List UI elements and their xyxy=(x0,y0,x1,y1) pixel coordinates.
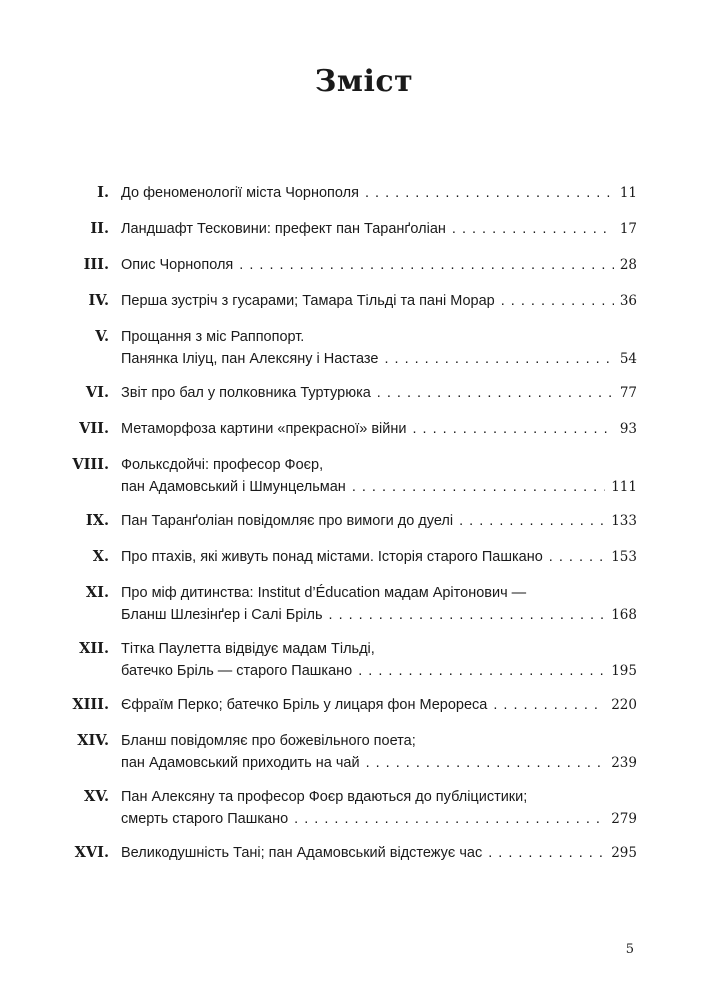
chapter-title-row xyxy=(121,546,637,568)
chapter-page-number: 54 xyxy=(619,351,637,367)
toc-entry[interactable] xyxy=(70,638,637,682)
chapter-title-line: Великодушність Тані; пан Адамовський відстежує час xyxy=(121,845,483,861)
toc-entry[interactable] xyxy=(70,510,637,532)
chapter-title-line: До феноменології міста Чорнополя xyxy=(121,185,359,201)
chapter-page-number: 17 xyxy=(619,221,637,237)
page-title: Зміст xyxy=(314,64,414,99)
dot-leader xyxy=(493,694,605,716)
chapter-title-line: Пан Таранґоліан повідомляє про вимоги до дуелі xyxy=(121,513,454,529)
dot-leader xyxy=(452,218,614,240)
chapter-title-row xyxy=(121,290,637,312)
chapter-title-line: Бланш повідомляє про божевільного поета; xyxy=(121,733,416,749)
chapter-title-line: Єфраїм Перко; батечко Бріль у лицаря фон Мерореса xyxy=(121,697,488,713)
chapter-number: VIII. xyxy=(72,456,109,473)
chapter-number: VI. xyxy=(85,384,109,401)
dot-leader xyxy=(365,182,614,204)
dot-leader xyxy=(488,842,605,864)
toc-entry[interactable] xyxy=(70,582,637,626)
chapter-title-line: Опис Чорнополя xyxy=(121,257,234,273)
dot-leader xyxy=(329,604,606,626)
chapter-page-number: 239 xyxy=(611,755,637,771)
dot-leader xyxy=(501,290,614,312)
chapter-title-line: Метаморфоза картини «прекрасної» війни xyxy=(121,421,407,437)
table-of-contents xyxy=(70,182,637,878)
chapter-number: IX. xyxy=(85,512,109,529)
chapter-title-line: смерть старого Пашкано xyxy=(121,811,289,827)
chapter-page-number: 168 xyxy=(611,607,637,623)
chapter-page-number: 153 xyxy=(611,549,637,565)
chapter-title-row xyxy=(121,752,637,774)
dot-leader xyxy=(384,348,613,370)
chapter-page-number: 77 xyxy=(619,385,637,401)
chapter-title-row xyxy=(121,510,637,532)
toc-entry[interactable] xyxy=(70,326,637,370)
dot-leader xyxy=(377,382,614,404)
chapter-title-row xyxy=(121,842,637,864)
toc-entry[interactable] xyxy=(70,454,637,498)
chapter-title-row xyxy=(121,218,637,240)
chapter-title-row xyxy=(121,418,637,440)
chapter-number: XVI. xyxy=(74,844,109,861)
chapter-page-number: 279 xyxy=(611,811,637,827)
dot-leader xyxy=(294,808,605,830)
toc-entry[interactable] xyxy=(70,694,637,716)
dot-leader xyxy=(459,510,605,532)
chapter-title-row xyxy=(121,660,637,682)
chapter-title-row xyxy=(121,254,637,276)
chapter-number: V. xyxy=(95,328,109,345)
chapter-number: III. xyxy=(83,256,109,273)
chapter-number: XIII. xyxy=(72,696,109,713)
chapter-title-line: Про міф дитинства: Institut d’Éducation мадам Арітонович — xyxy=(121,585,527,601)
chapter-title-line: батечко Бріль — старого Пашкано xyxy=(121,663,353,679)
chapter-number: XI. xyxy=(85,584,109,601)
chapter-number: IV. xyxy=(88,292,109,309)
chapter-title-line: Тітка Паулетта відвідує мадам Тільді, xyxy=(121,641,375,657)
chapter-page-number: 220 xyxy=(611,697,637,713)
toc-entry[interactable] xyxy=(70,382,637,404)
chapter-title-line: пан Адамовський і Шмунцельман xyxy=(121,479,346,495)
chapter-title-line: Бланш Шлезінґер і Салі Бріль xyxy=(121,607,323,623)
toc-entry[interactable] xyxy=(70,730,637,774)
chapter-title-line: Перша зустріч з гусарами; Тамара Тільді та пані Морар xyxy=(121,293,495,309)
toc-entry[interactable] xyxy=(70,218,637,240)
chapter-title-row xyxy=(121,476,637,498)
dot-leader xyxy=(549,546,605,568)
chapter-number: X. xyxy=(92,548,109,565)
chapter-title-row xyxy=(121,382,637,404)
dot-leader xyxy=(366,752,606,774)
dot-leader xyxy=(352,476,605,498)
chapter-title-row xyxy=(121,808,637,830)
toc-entry[interactable] xyxy=(70,786,637,830)
toc-entry[interactable] xyxy=(70,842,637,864)
chapter-number: XV. xyxy=(83,788,109,805)
toc-entry[interactable] xyxy=(70,182,637,204)
chapter-page-number: 36 xyxy=(619,293,637,309)
chapter-title-line: Прощання з міс Раппопорт. xyxy=(121,329,305,345)
chapter-title-line: Про птахів, які живуть понад містами. Історія старого Пашкано xyxy=(121,549,543,565)
toc-entry[interactable] xyxy=(70,418,637,440)
chapter-title-line: Фольксдойчі: професор Фоєр, xyxy=(121,457,324,473)
dot-leader xyxy=(358,660,605,682)
chapter-title-row xyxy=(121,182,637,204)
chapter-page-number: 195 xyxy=(611,663,637,679)
chapter-title-row xyxy=(121,604,637,626)
chapter-number: VII. xyxy=(79,420,109,437)
toc-entry[interactable] xyxy=(70,290,637,312)
chapter-number: XII. xyxy=(79,640,109,657)
chapter-title-line: Звіт про бал у полковника Туртурюка xyxy=(121,385,371,401)
toc-entry[interactable] xyxy=(70,254,637,276)
chapter-title-line: Панянка Іліуц, пан Алексяну і Настазе xyxy=(121,351,379,367)
chapter-page-number: 93 xyxy=(619,421,637,437)
chapter-title-line: Пан Алексяну та професор Фоєр вдаються до публіцистики; xyxy=(121,789,528,805)
chapter-title-row xyxy=(121,348,637,370)
dot-leader xyxy=(412,418,613,440)
chapter-number: XIV. xyxy=(77,732,109,749)
chapter-page-number: 11 xyxy=(619,185,637,201)
toc-entry[interactable] xyxy=(70,546,637,568)
dot-leader xyxy=(239,254,614,276)
chapter-number: II. xyxy=(90,220,109,237)
chapter-page-number: 295 xyxy=(611,845,637,861)
chapter-number: I. xyxy=(97,184,109,201)
chapter-title-row xyxy=(121,694,637,716)
page-number: 5 xyxy=(625,942,634,957)
chapter-page-number: 111 xyxy=(611,479,637,495)
chapter-title-line: пан Адамовський приходить на чай xyxy=(121,755,360,771)
chapter-title-line: Ландшафт Тесковини: префект пан Таранґоліан xyxy=(121,221,446,237)
chapter-page-number: 133 xyxy=(611,513,637,529)
chapter-page-number: 28 xyxy=(619,257,637,273)
